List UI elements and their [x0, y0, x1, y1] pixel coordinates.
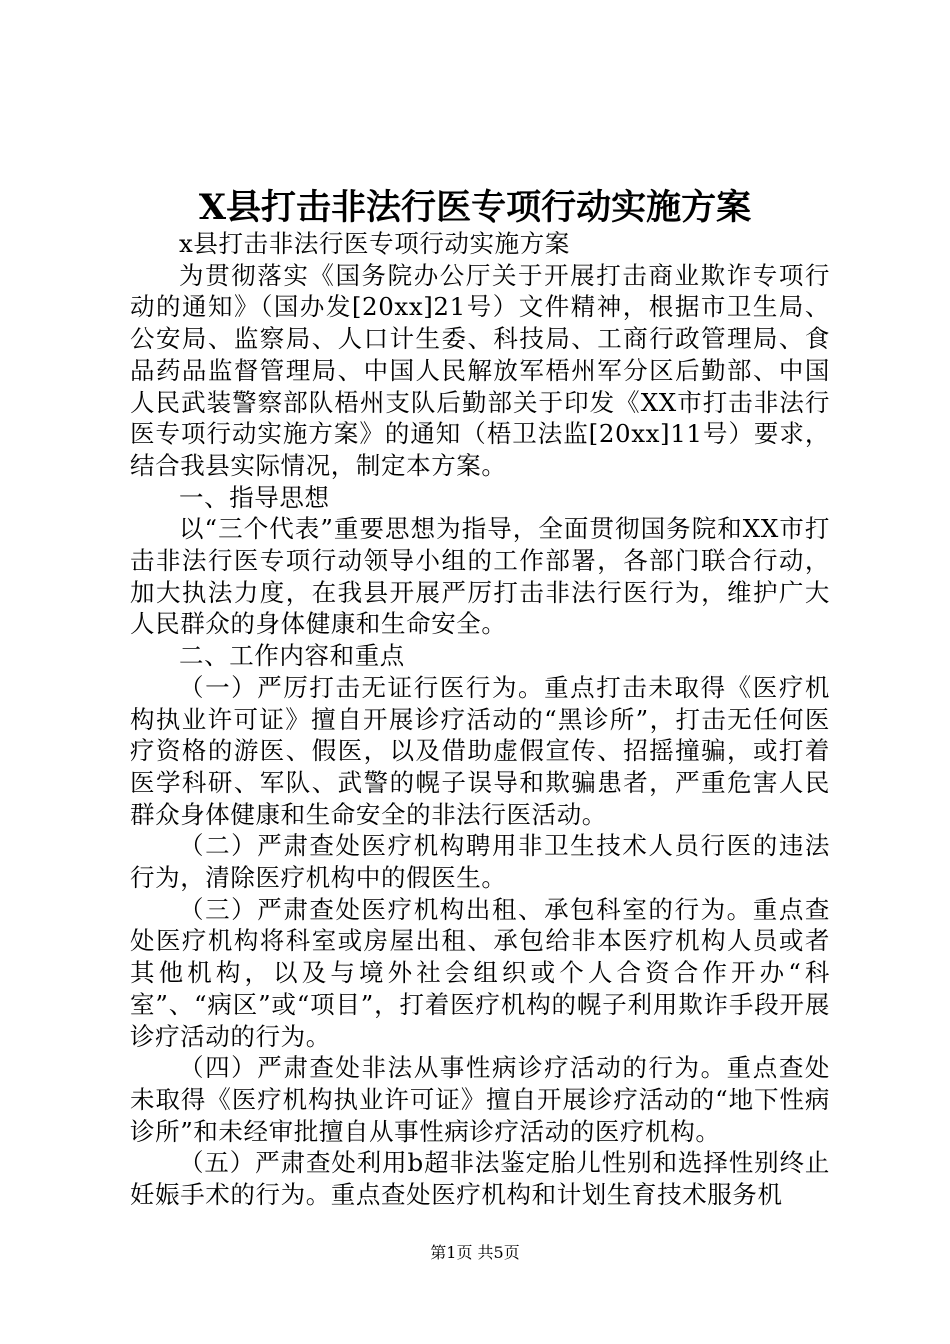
paragraph-item-4: （四）严肃查处非法从事性病诊疗活动的行为。重点查处未取得《医疗机构执业许可证》擅自开展诊疗活动的“地下性病诊所”和未经审批擅自从事性病诊疗活动的医疗机构。 — [130, 1053, 830, 1146]
document-subtitle: x县打击非法行医专项行动实施方案 — [179, 229, 570, 258]
document-title: X县打击非法行医专项行动实施方案 — [198, 187, 752, 228]
paragraph-item-2: （二）严肃查处医疗机构聘用非卫生技术人员行医的违法行为，清除医疗机构中的假医生。 — [130, 831, 830, 893]
paragraph-guiding-thought: 以“三个代表”重要思想为指导，全面贯彻国务院和XX市打击非法行医专项行动领导小组的工作部署，各部门联合行动，加大执法力度，在我县开展严厉打击非法行医行为，维护广大人民群众的身体健康和生命安全。 — [130, 514, 830, 639]
section-heading-work-content: 二、工作内容和重点 — [179, 641, 405, 671]
paragraph-item-1: （一）严厉打击无证行医行为。重点打击未取得《医疗机构执业许可证》擅自开展诊疗活动的“黑诊所”，打击无任何医疗资格的游医、假医，以及借助虚假宣传、招摇撞骗，或打着医学科研、军队、武警的幌子误导和欺骗患者，严重危害人民群众身体健康和生命安全的非法行医活动。 — [130, 672, 830, 829]
section-heading-guiding-thought: 一、指导思想 — [179, 482, 330, 512]
page-number-footer: 第1页 共5页 — [430, 1243, 520, 1262]
paragraph-item-3: （三）严肃查处医疗机构出租、承包科室的行为。重点查处医疗机构将科室或房屋出租、承包给非本医疗机构人员或者其他机构，以及与境外社会组织或个人合资合作开办“科室”、“病区”或“项目”，打着医疗机构的幌子利用欺诈手段开展诊疗活动的行为。 — [130, 894, 830, 1051]
document-body — [130, 228, 830, 1211]
paragraph-item-5: （五）严肃查处利用b超非法鉴定胎儿性别和选择性别终止妊娠手术的行为。重点查处医疗机构和计划生育技术服务机 — [130, 1148, 830, 1210]
paragraph-intro: 为贯彻落实《国务院办公厅关于开展打击商业欺诈专项行动的通知》（国办发[20xx]21号）文件精神，根据市卫生局、公安局、监察局、人口计生委、科技局、工商行政管理局、食品药品监督管理局、中国人民解放军梧州军分区后勤部、中国人民武装警察部队梧州支队后勤部关于印发《XX市打击非法行医专项行动实施方案》的通知（梧卫法监[20xx]11号）要求，结合我县实际情况，制定本方案。 — [130, 260, 830, 480]
